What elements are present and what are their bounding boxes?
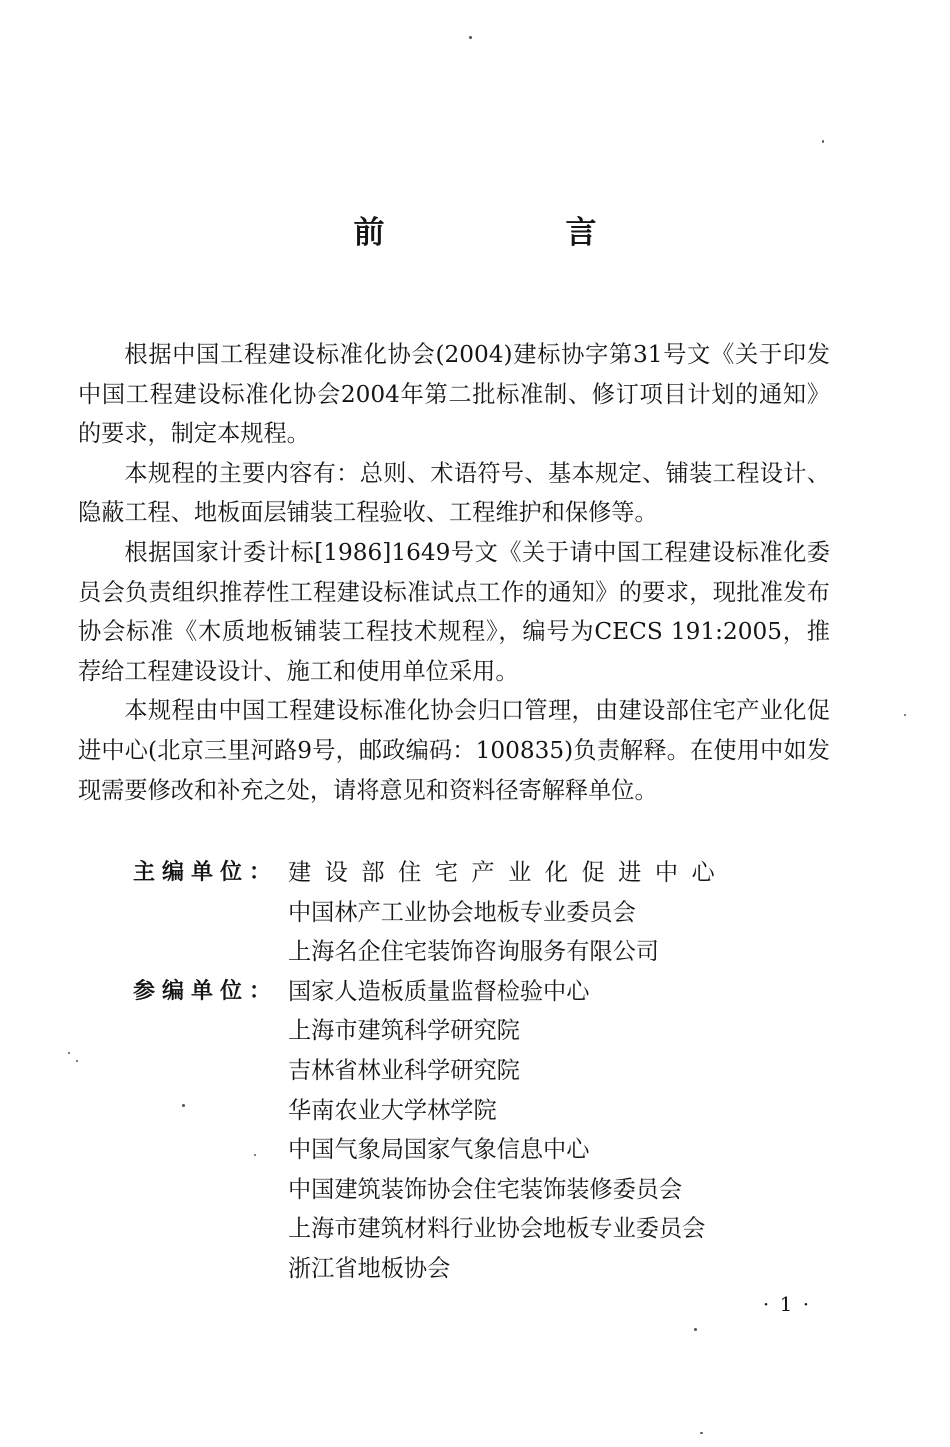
chief-editor-unit: 上海名企住宅装饰咨询服务有限公司 [288, 938, 659, 966]
scan-speck [76, 1060, 78, 1062]
page-title: 前 言 [353, 215, 672, 251]
editor-units [133, 853, 833, 1289]
scan-speck [822, 140, 824, 143]
scan-speck [68, 1052, 70, 1054]
participating-unit: 上海市建筑材料行业协会地板专业委员会 [288, 1215, 706, 1243]
scan-speck [182, 1104, 185, 1107]
chief-editor-unit: 建设部住宅产业化促进中心 [288, 859, 729, 886]
participating-unit: 中国建筑装饰协会住宅装饰装修委员会 [288, 1175, 683, 1203]
paragraph-2: 本规程的主要内容有：总则、术语符号、基本规定、铺装工程设计、隐蔽工程、地板面层铺装工程验收、工程维护和保修等。 [78, 459, 830, 527]
chief-editor-label: 主编单位： [133, 860, 279, 885]
paragraph-1: 根据中国工程建设标准化协会(2004)建标协字第31号文《关于印发中国工程建设标准化协会2004年第二批标准制、修订项目计划的通知》的要求，制定本规程。 [78, 341, 830, 448]
participating-group [133, 972, 833, 1289]
page-number: · 1 · [762, 1292, 812, 1316]
participating-unit: 上海市建筑科学研究院 [288, 1017, 520, 1045]
scan-speck [469, 36, 472, 39]
scan-speck [694, 1328, 697, 1331]
chief-editor-group [133, 853, 833, 972]
participating-list [288, 972, 833, 1289]
participating-unit: 吉林省林业科学研究院 [288, 1056, 520, 1084]
chief-editor-unit: 中国林产工业协会地板专业委员会 [288, 898, 636, 926]
participating-unit: 浙江省地板协会 [288, 1254, 451, 1282]
scan-speck [700, 1432, 703, 1434]
paragraph-3: 根据国家计委计标[1986]1649号文《关于请中国工程建设标准化委员会负责组织推荐性工程建设标准试点工作的通知》的要求，现批准发布协会标准《木质地板铺装工程技术规程》，编号为CECS 191:2005，推荐给工程建设设计、施工和使用单位采用。 [78, 538, 830, 685]
participating-unit: 华南农业大学林学院 [288, 1096, 497, 1124]
participating-unit: 中国气象局国家气象信息中心 [288, 1136, 590, 1164]
scan-speck [904, 714, 906, 716]
chief-editor-list [288, 853, 833, 972]
participating-unit: 国家人造板质量监督检验中心 [288, 977, 590, 1005]
paragraph-4: 本规程由中国工程建设标准化协会归口管理，由建设部住宅产业化促进中心(北京三里河路9号，邮政编码：100835)负责解释。在使用中如发现需要修改和补充之处，请将意见和资料径寄解释单位。 [78, 697, 830, 804]
scan-speck [254, 1154, 256, 1156]
preface-body [78, 335, 830, 810]
participating-label: 参编单位： [133, 978, 279, 1004]
